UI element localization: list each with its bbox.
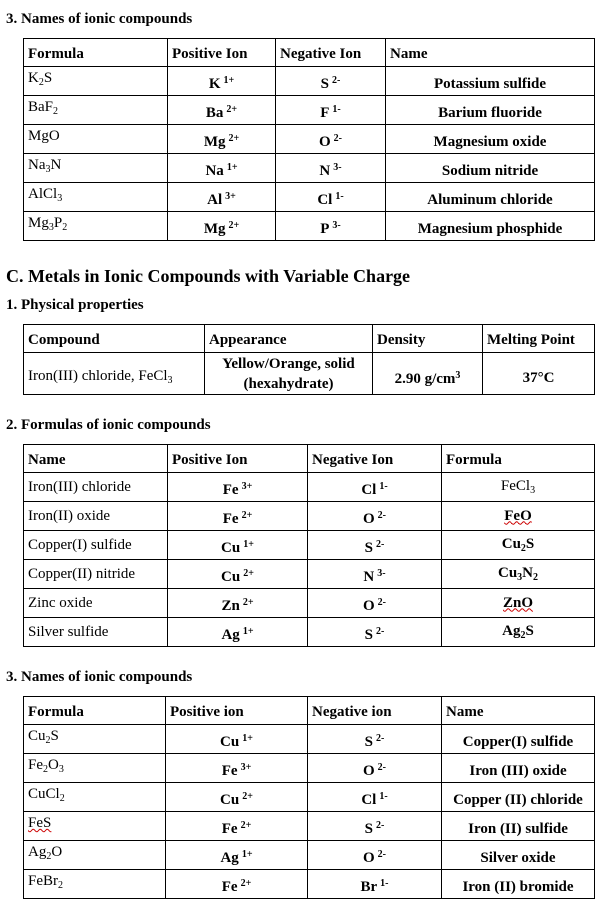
negative-ion-cell [308,473,442,502]
table-row [24,96,595,125]
formula-cell [24,125,168,154]
formula-segment: S [525,623,534,639]
formula-text [28,99,58,115]
ion-charge: 2- [333,133,342,144]
formula-text [28,757,64,773]
formula-segment: N [50,157,62,173]
formula-segment: ZnO [502,594,533,611]
compound-name-cell-text: Barium fluoride [438,104,542,121]
table-header-row [24,445,595,473]
formula-segment: O [51,844,63,860]
ion-symbol: K [208,76,221,92]
ion-charge: 1+ [243,539,254,550]
formula-segment: Mg [28,215,49,231]
table-row [24,754,595,783]
table-row [24,841,595,870]
formula-cell [24,725,166,754]
compound-name-cell-text: Magnesium phosphide [417,220,563,237]
formula-segment: Fe [28,757,43,773]
formula-segment: Ag [502,623,521,639]
compound-name-cell-text: Aluminum chloride [427,191,553,208]
negative-ion-cell [308,531,442,560]
ion-charge: 2+ [242,597,254,608]
section-heading-physical: 1. Physical properties [6,297,144,313]
ion-symbol: Zn [221,598,240,614]
ion-charge: 2- [377,597,386,608]
ion-charge: 3- [377,568,386,579]
ion-symbol: S [364,821,373,837]
ion-symbol: S [364,540,373,556]
ion-symbol: O [362,763,375,779]
table-header-row [24,325,595,353]
ion-charge: 3- [332,220,341,231]
positive-ion-cell [166,754,308,783]
ion-charge: 2- [377,762,386,773]
formula-segment: N [522,565,534,581]
ion-charge: 2+ [242,791,253,802]
positive-ion-cell [166,783,308,812]
compound-name-cell-text: Zinc oxide [28,594,93,611]
formula-segment: 3 [57,193,63,204]
column-header: Negative Ion [308,445,442,473]
ion-symbol: Fe [221,763,238,779]
formula-segment: 3 [455,369,461,381]
formula-cell [442,589,595,618]
formula-segment: 2.90 g/cm [394,370,456,387]
positive-ion-cell [168,473,308,502]
table-row [24,125,595,154]
ion-charge: 1- [335,191,344,202]
compound-name-cell-text: Copper(I) sulfide [462,733,574,750]
formula-segment: Cu [28,728,46,744]
compound-name-cell-text: Copper(I) sulfide [28,536,132,553]
formula-text [498,565,538,581]
formula-cell [24,783,166,812]
ion-charge: 2- [377,510,386,521]
formula-cell [24,870,166,899]
formula-segment: O [48,757,59,773]
formula-segment: FeCl [500,478,531,494]
names-table-2 [23,696,595,899]
ion-charge: 1- [380,878,389,889]
formula-segment: 2 [38,77,44,88]
ion-charge: 3+ [240,762,252,773]
formula-segment: 2 [533,572,539,583]
formula-text [28,215,67,231]
ion-symbol: Fe [222,511,239,527]
positive-ion-cell [168,96,276,125]
positive-ion-cell [168,531,308,560]
table-row [24,783,595,812]
column-header: Formula [442,445,595,473]
positive-ion-cell [168,618,308,647]
ion-charge: 2+ [226,104,238,115]
compound-name-cell [24,618,168,647]
ion-charge: 2- [376,626,385,637]
formula-cell [24,754,166,783]
formula-cell [24,154,168,183]
melting-point-cell [483,353,595,395]
formula-text [28,128,60,144]
formula-cell [24,96,168,125]
ion-symbol: Cu [220,734,240,750]
table-row [24,531,595,560]
formula-segment: S [43,70,53,86]
ion-charge: 2+ [240,878,252,889]
appearance-line-2: (hexahydrate) [243,375,334,392]
column-header: Density [373,325,483,353]
ion-charge: 2- [332,75,341,86]
ion-charge: 2+ [228,220,240,231]
ion-charge: 2+ [243,568,254,579]
ion-symbol: O [362,598,375,614]
column-header: Negative Ion [276,39,386,67]
column-header: Positive ion [166,697,308,725]
negative-ion-cell [308,870,442,899]
physical-properties-table [23,324,595,395]
negative-ion-cell [308,812,442,841]
column-header: Name [24,445,168,473]
formula-segment: S [50,728,59,744]
compound-cell [24,353,205,395]
formula-segment: 3 [530,485,536,496]
formula-segment: 3 [58,764,64,775]
ion-symbol: F [320,105,330,121]
compound-name-cell [386,212,595,241]
formula-segment: 2 [46,851,52,862]
negative-ion-cell [276,125,386,154]
formula-segment: AlCl [28,186,58,202]
negative-ion-cell [276,154,386,183]
negative-ion-cell [308,754,442,783]
ion-charge: 1- [332,104,341,115]
formulas-table [23,444,595,647]
formula-segment: 2 [58,880,63,891]
positive-ion-cell [166,870,308,899]
negative-ion-cell [308,841,442,870]
formula-segment: BaF [28,99,54,115]
table-row [24,502,595,531]
negative-ion-cell [276,67,386,96]
formula-cell [24,67,168,96]
positive-ion-cell [168,125,276,154]
ion-charge: 3+ [225,191,236,202]
formula-text [28,786,65,802]
ion-symbol: O [362,850,375,866]
positive-ion-cell [168,183,276,212]
table-header-row [24,39,595,67]
compound-name-cell-text: Silver sulfide [28,623,109,640]
formula-segment: FeS [28,815,52,831]
formula-segment: MgO [28,128,60,144]
ion-charge: 1+ [223,75,235,86]
positive-ion-cell [168,67,276,96]
column-header: Negative ion [308,697,442,725]
compound-name-cell-text: Iron(II) oxide [28,507,111,524]
negative-ion-cell [308,589,442,618]
compound-name-cell-text: Copper(II) nitride [28,565,136,582]
negative-ion-cell [276,96,386,125]
formula-segment: 3 [517,572,523,583]
section-heading-formulas: 2. Formulas of ionic compounds [6,417,211,433]
ion-symbol: Br [360,879,378,895]
table-row [24,67,595,96]
formula-segment: Cu [497,565,518,581]
formula-segment: 2 [53,106,59,117]
compound-name-cell-text: Copper (II) chloride [453,791,583,808]
ion-symbol: Cl [361,482,377,498]
formula-segment: 3 [167,374,173,386]
compound-name-cell [24,473,168,502]
formula-cell [24,212,168,241]
ion-symbol: Al [207,192,223,208]
column-header: Appearance [205,325,373,353]
compound-name-cell [24,502,168,531]
positive-ion-cell [166,725,308,754]
table-header-row [24,697,595,725]
ion-symbol: N [319,163,331,179]
formula-segment: 3 [48,222,54,233]
formula-cell [442,502,595,531]
ion-charge: 3- [333,162,342,173]
ion-symbol: S [320,76,329,92]
section-heading-names-1: 3. Names of ionic compounds [6,11,193,27]
ion-charge: 1+ [226,162,238,173]
compound-name-cell [442,841,595,870]
formula-text [28,728,59,744]
ion-charge: 1- [379,481,388,492]
ion-charge: 2+ [240,820,252,831]
ion-symbol: Fe [222,482,239,498]
ion-charge: 2- [377,849,386,860]
formula-cell [442,618,595,647]
compound-name-cell [386,96,595,125]
formula-cell [442,531,595,560]
ion-charge: 1+ [242,733,253,744]
formula-cell [24,183,168,212]
compound-name-cell [442,754,595,783]
formula-cell [442,473,595,502]
ion-symbol: Ag [220,850,239,866]
negative-ion-cell [308,725,442,754]
table-row [24,473,595,502]
melting-point-text: 37°C [522,370,555,386]
appearance-cell [205,353,373,395]
compound-name-cell [442,783,595,812]
table-row [24,589,595,618]
compound-name-cell-text: Iron (II) bromide [462,878,574,895]
table-row [24,618,595,647]
negative-ion-cell [276,212,386,241]
formula-segment: Ag [28,844,47,860]
density-cell [373,353,483,395]
appearance-line-1: Yellow/Orange, solid [222,355,355,372]
ion-charge: 2- [376,820,385,831]
positive-ion-cell [168,154,276,183]
compound-name-cell-text: Silver oxide [480,849,556,866]
ion-charge: 1- [379,791,388,802]
compound-name-cell [24,560,168,589]
formula-segment: K [28,70,39,86]
ion-symbol: Mg [203,134,226,150]
negative-ion-cell [308,618,442,647]
formula-text [28,186,62,202]
formula-segment: 2 [520,543,526,554]
compound-name-cell-text: Potassium sulfide [433,75,547,92]
table-row [24,183,595,212]
formula-text [28,157,61,173]
column-header: Name [442,697,595,725]
compound-name-cell [24,531,168,560]
ion-symbol: S [364,734,373,750]
compound-name-cell-text: Magnesium oxide [433,133,547,150]
ion-symbol: N [363,569,375,585]
compound-name-cell-text: Iron (III) oxide [469,762,567,779]
formula-text [28,815,51,831]
compound-name-cell [442,870,595,899]
formula-text [28,844,62,860]
ion-symbol: Ba [205,105,224,121]
negative-ion-cell [308,502,442,531]
compound-name-cell-text: Iron (II) sulfide [468,820,568,837]
ion-charge: 2- [376,539,385,550]
column-header: Formula [24,39,168,67]
table-row [24,212,595,241]
table-row [24,154,595,183]
formula-segment: 2 [59,793,65,804]
column-header: Melting Point [483,325,595,353]
negative-ion-cell [276,183,386,212]
table-row [24,560,595,589]
ion-charge: 1+ [242,626,254,637]
compound-name-cell [386,183,595,212]
formula-segment: FeBr [28,873,58,889]
ion-symbol: Cu [220,792,240,808]
formula-text [503,595,533,611]
formula-segment: CuCl [28,786,60,802]
positive-ion-cell [166,841,308,870]
ion-symbol: Fe [221,821,238,837]
negative-ion-cell [308,783,442,812]
formula-cell [442,560,595,589]
positive-ion-cell [168,502,308,531]
ion-charge: 3+ [241,481,253,492]
formula-segment: 3 [45,164,51,175]
positive-ion-cell [168,560,308,589]
formula-segment: 2 [45,735,51,746]
ion-symbol: O [318,134,331,150]
formula-segment: P [53,215,63,231]
ion-symbol: Cu [221,569,241,585]
compound-name-cell [24,589,168,618]
ion-symbol: Mg [203,221,226,237]
formula-text [28,873,63,889]
ion-symbol: Na [205,163,224,179]
ion-symbol: O [362,511,375,527]
ion-charge: 2- [376,733,385,744]
ion-symbol: Cl [361,792,377,808]
formula-cell [24,841,166,870]
compound-name-cell [442,725,595,754]
formula-text [501,478,535,494]
negative-ion-cell [308,560,442,589]
column-header: Positive Ion [168,39,276,67]
ion-symbol: Fe [221,879,238,895]
table-row [24,812,595,841]
compound-name-cell [442,812,595,841]
formula-text [502,536,535,552]
ion-symbol: Ag [221,627,240,643]
section-heading-names-2: 3. Names of ionic compounds [6,669,193,685]
formula-segment: Na [28,157,46,173]
ion-symbol: Cl [317,192,333,208]
positive-ion-cell [168,212,276,241]
formula-cell [24,812,166,841]
ion-charge: 2+ [241,510,253,521]
compound-name-cell [386,154,595,183]
section-heading-c: C. Metals in Ionic Compounds with Variable Charge [6,266,411,286]
compound-text [28,368,173,384]
formula-segment: 2 [43,764,48,775]
formula-segment: Cu [501,536,521,552]
formula-segment: S [525,536,535,552]
formula-segment: FeO [504,507,532,524]
names-table-1 [23,38,595,241]
compound-name-cell [386,67,595,96]
ion-symbol: S [364,627,373,643]
column-header: Formula [24,697,166,725]
table-row [24,353,595,395]
formula-segment: Iron(III) chloride, FeCl [28,367,168,384]
ion-symbol: P [320,221,330,237]
positive-ion-cell [166,812,308,841]
ion-charge: 1+ [241,849,253,860]
compound-name-cell-text: Iron(III) chloride [28,478,131,495]
column-header: Compound [24,325,205,353]
formula-text [28,70,52,86]
table-row [24,870,595,899]
column-header: Name [386,39,595,67]
formula-text [502,623,534,639]
formula-segment: 2 [62,222,68,233]
table-row [24,725,595,754]
compound-name-cell [386,125,595,154]
formula-segment: 2 [520,630,526,641]
ion-charge: 2+ [228,133,240,144]
column-header: Positive Ion [168,445,308,473]
positive-ion-cell [168,589,308,618]
ion-symbol: Cu [221,540,241,556]
formula-text [504,508,532,524]
compound-name-cell-text: Sodium nitride [441,162,539,179]
density-text [395,371,461,387]
